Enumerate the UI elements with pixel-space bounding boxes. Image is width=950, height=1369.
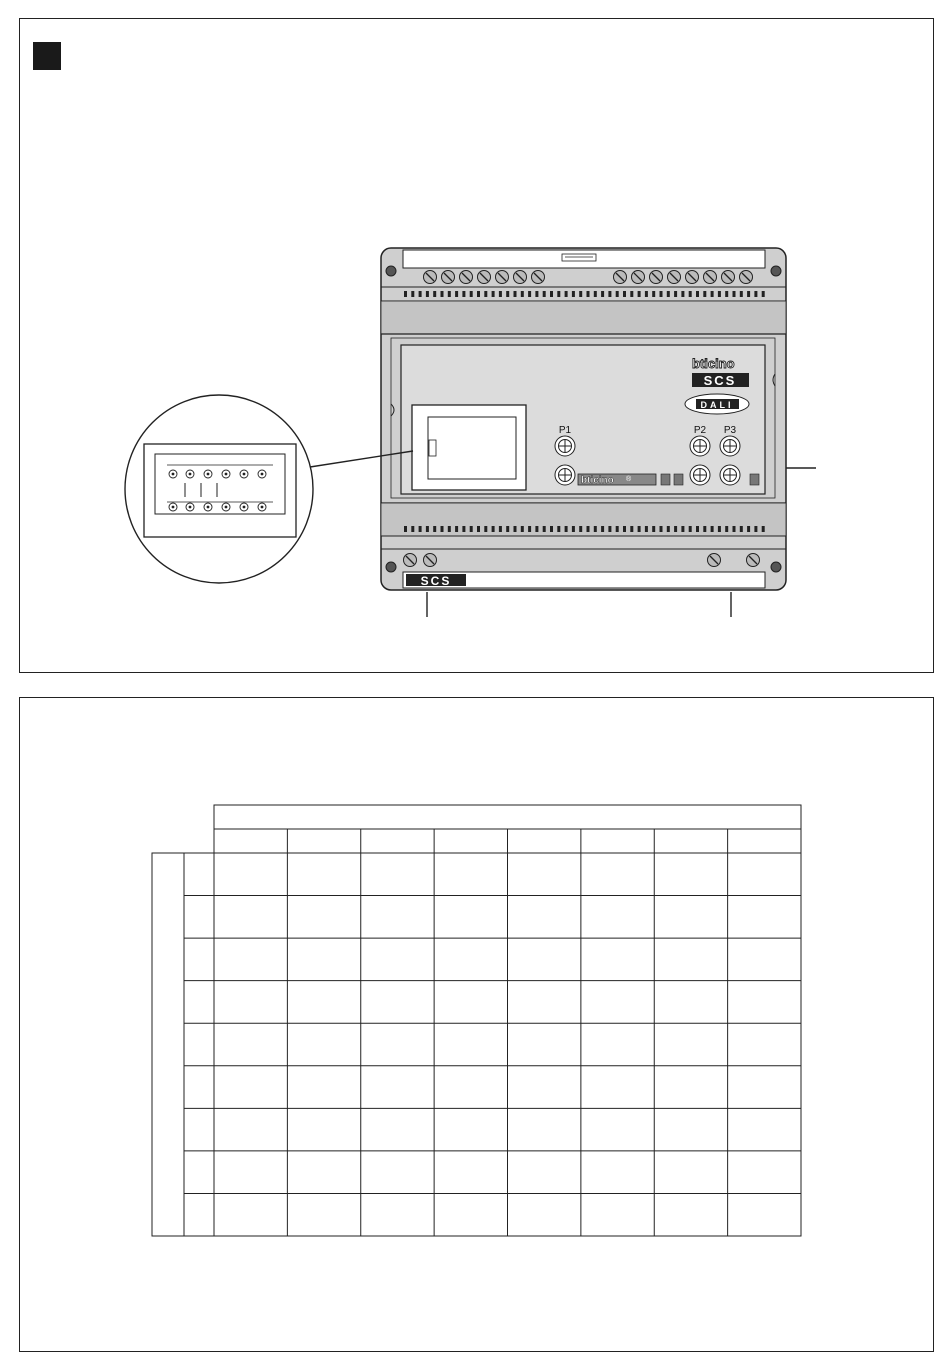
- device-drawing: [20, 19, 935, 674]
- figure-panel: [19, 18, 934, 673]
- dip-switch: [429, 440, 436, 456]
- mount-hole: [771, 562, 781, 572]
- table-group-cell: [152, 853, 184, 1236]
- pot-label-p1: P1: [558, 425, 572, 436]
- brand-logo-bottom: SCS: [420, 574, 452, 588]
- brand-logo-top: bticino: [692, 356, 735, 371]
- brand-strip-mark: ®: [626, 476, 632, 483]
- table-panel: [19, 697, 934, 1352]
- settings-table: [20, 698, 935, 1353]
- mount-hole: [771, 266, 781, 276]
- brand-logo-scs: SCS: [703, 373, 737, 388]
- top-strip-logo: [562, 254, 596, 261]
- status-led: [661, 474, 670, 485]
- status-led: [674, 474, 683, 485]
- mount-hole: [386, 266, 396, 276]
- brand-strip-text: bticino: [581, 475, 614, 486]
- mount-hole: [386, 562, 396, 572]
- pot-label-p2: P2: [693, 425, 707, 436]
- pot-label-p3: P3: [723, 425, 737, 436]
- status-led: [750, 474, 759, 485]
- dali-logo-text: DALI: [700, 400, 734, 410]
